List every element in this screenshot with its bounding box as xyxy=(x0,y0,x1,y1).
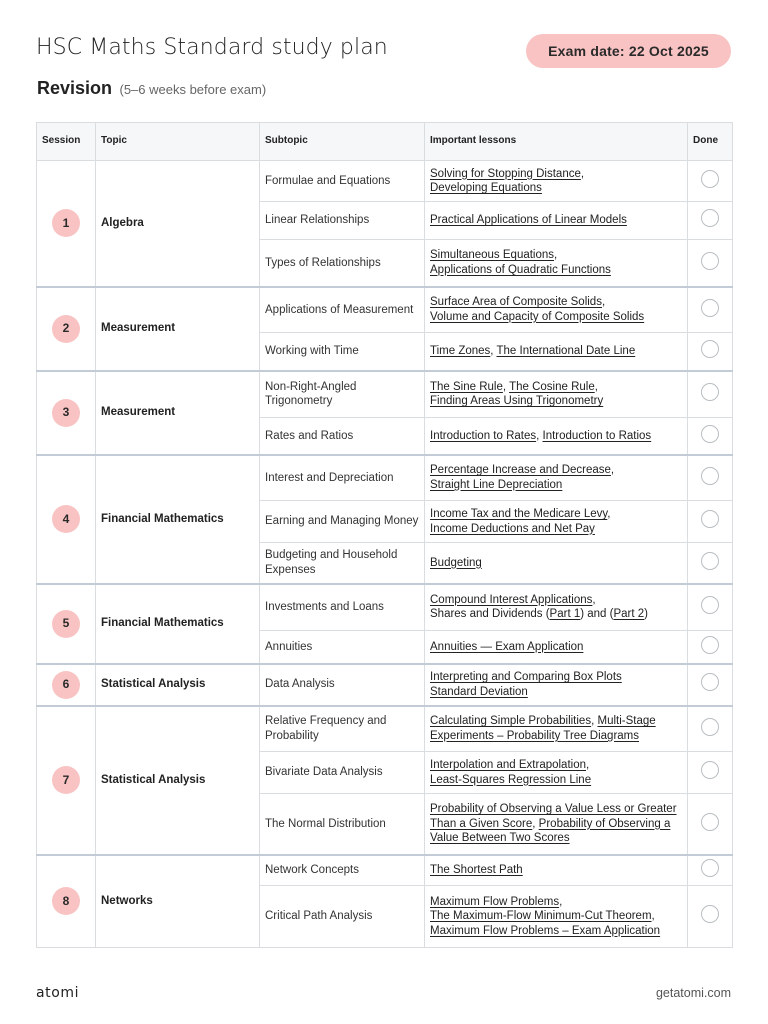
done-checkbox[interactable] xyxy=(701,209,719,227)
done-cell xyxy=(688,287,733,333)
lessons-cell xyxy=(425,886,688,948)
table-row xyxy=(37,287,733,333)
lesson-link[interactable]: Time Zones xyxy=(430,345,491,357)
lesson-link[interactable]: Simultaneous Equations xyxy=(430,249,555,262)
subtopic-cell: Non-Right-Angled Trigonometry xyxy=(260,371,425,418)
lesson-link[interactable]: Multi-Stage Experiments – Probability Tree Diagrams xyxy=(430,715,656,742)
lesson-link[interactable]: The International Date Line xyxy=(496,345,636,357)
lessons-cell xyxy=(425,371,688,418)
subtopic-cell: Linear Relationships xyxy=(260,202,425,240)
topic-cell: Algebra xyxy=(96,161,260,287)
section-title: Revision xyxy=(37,78,113,98)
session-number-badge: 3 xyxy=(52,399,80,427)
subtopic-cell: Applications of Measurement xyxy=(260,287,425,333)
table-body xyxy=(37,161,733,948)
lesson-link[interactable]: The Cosine Rule xyxy=(509,380,595,393)
done-cell xyxy=(688,161,733,202)
lessons-cell xyxy=(425,455,688,501)
lesson-separator: , xyxy=(559,895,563,908)
topic-cell: Financial Mathematics xyxy=(96,455,260,584)
column-header-session: Session xyxy=(37,123,96,161)
done-cell xyxy=(688,240,733,287)
session-cell xyxy=(37,664,96,706)
lesson-link[interactable]: The Sine Rule xyxy=(430,380,503,393)
done-cell xyxy=(688,855,733,886)
section-heading xyxy=(37,78,266,99)
done-cell xyxy=(688,455,733,501)
lesson-separator: , xyxy=(580,167,585,180)
done-checkbox[interactable] xyxy=(701,299,719,317)
lessons-cell xyxy=(425,855,688,886)
subtopic-cell: Bivariate Data Analysis xyxy=(260,752,425,794)
lessons-cell xyxy=(425,664,688,706)
session-number-badge: 4 xyxy=(52,505,80,533)
lesson-separator: , xyxy=(490,345,497,357)
table-row xyxy=(37,584,733,631)
lesson-link[interactable]: Solving for Stopping Distance xyxy=(430,167,581,180)
done-checkbox[interactable] xyxy=(701,552,719,570)
lesson-link[interactable]: Calculating Simple Probabilities xyxy=(430,715,592,728)
table-row xyxy=(37,664,733,706)
footer-url[interactable]: getatomi.com xyxy=(655,986,731,1000)
lesson-separator: , xyxy=(601,296,606,309)
subtopic-cell: Working with Time xyxy=(260,333,425,371)
lesson-separator: , xyxy=(651,910,655,923)
lessons-cell xyxy=(425,584,688,631)
done-checkbox[interactable] xyxy=(701,718,719,736)
session-cell xyxy=(37,455,96,584)
subtopic-cell: Budgeting and Household Expenses xyxy=(260,543,425,584)
done-checkbox[interactable] xyxy=(701,340,719,358)
topic-cell: Networks xyxy=(96,855,260,948)
done-cell xyxy=(688,664,733,706)
lesson-link[interactable]: Part 1 xyxy=(549,608,581,621)
lessons-cell xyxy=(425,706,688,752)
lesson-separator: Shares and Dividends ( xyxy=(430,608,550,621)
lesson-separator: , xyxy=(594,380,598,393)
lesson-separator: , xyxy=(554,249,558,262)
lesson-link[interactable]: The Shortest Path xyxy=(430,864,523,876)
lesson-separator: , xyxy=(532,817,539,830)
lesson-link[interactable]: Practical Applications of Linear Models xyxy=(430,214,627,227)
lessons-cell xyxy=(425,752,688,794)
topic-cell: Financial Mathematics xyxy=(96,584,260,664)
table-header-row xyxy=(37,123,733,161)
column-header-lessons: Important lessons xyxy=(425,123,688,161)
done-cell xyxy=(688,752,733,794)
study-plan-table xyxy=(36,122,733,948)
session-number-badge: 8 xyxy=(52,887,80,915)
lesson-link[interactable]: Probability of Observing a Value Between Two Scores xyxy=(430,817,671,844)
table-row xyxy=(37,706,733,752)
lesson-link[interactable]: Finding Areas Using Trigonometry xyxy=(430,395,604,408)
lessons-cell xyxy=(425,543,688,584)
done-cell xyxy=(688,886,733,948)
lesson-link[interactable]: Budgeting xyxy=(430,556,482,569)
table-row xyxy=(37,371,733,418)
subtopic-cell: The Normal Distribution xyxy=(260,794,425,855)
session-cell xyxy=(37,584,96,664)
lessons-cell xyxy=(425,631,688,664)
lesson-link[interactable]: Part 2 xyxy=(613,608,645,621)
session-number-badge: 7 xyxy=(52,766,80,794)
done-checkbox[interactable] xyxy=(701,673,719,691)
topic-cell: Measurement xyxy=(96,371,260,455)
done-checkbox[interactable] xyxy=(701,510,719,528)
session-cell xyxy=(37,161,96,287)
done-cell xyxy=(688,333,733,371)
lesson-separator: ) and ( xyxy=(580,608,614,621)
done-checkbox[interactable] xyxy=(701,596,719,614)
table-row xyxy=(37,455,733,501)
done-cell xyxy=(688,706,733,752)
lesson-separator: , xyxy=(610,464,615,477)
done-cell xyxy=(688,543,733,584)
lesson-link[interactable]: Maximum Flow Problems xyxy=(430,895,560,908)
session-cell xyxy=(37,706,96,855)
lesson-link[interactable]: Percentage Increase and Decrease xyxy=(430,464,611,477)
lesson-link[interactable]: Least-Squares Regression Line xyxy=(430,773,592,786)
table-row xyxy=(37,855,733,886)
done-checkbox[interactable] xyxy=(701,467,719,485)
done-cell xyxy=(688,584,733,631)
done-cell xyxy=(688,371,733,418)
done-checkbox[interactable] xyxy=(701,905,719,923)
lesson-link[interactable]: Compound Interest Applications xyxy=(430,593,593,606)
session-number-badge: 5 xyxy=(52,610,80,638)
lessons-cell xyxy=(425,794,688,855)
session-number-badge: 6 xyxy=(52,671,80,699)
subtopic-cell: Formulae and Equations xyxy=(260,161,425,202)
lesson-link[interactable]: Maximum Flow Problems – Exam Application xyxy=(430,924,661,937)
lessons-cell xyxy=(425,287,688,333)
lessons-cell xyxy=(425,501,688,543)
subtopic-cell: Interest and Depreciation xyxy=(260,455,425,501)
done-cell xyxy=(688,501,733,543)
subtopic-cell: Earning and Managing Money xyxy=(260,501,425,543)
done-checkbox[interactable] xyxy=(701,761,719,779)
table-row xyxy=(37,161,733,202)
column-header-subtopic: Subtopic xyxy=(260,123,425,161)
lessons-cell xyxy=(425,418,688,455)
page-title: HSC Maths Standard study plan xyxy=(36,35,388,60)
lesson-separator: , xyxy=(592,593,596,606)
column-header-done: Done xyxy=(688,123,733,161)
lesson-link[interactable]: Interpreting and Comparing Box Plots xyxy=(430,671,622,683)
lesson-separator: , xyxy=(536,429,543,442)
subtopic-cell: Annuities xyxy=(260,631,425,664)
done-checkbox[interactable] xyxy=(701,636,719,654)
lesson-separator: ) xyxy=(644,608,649,621)
done-checkbox[interactable] xyxy=(701,383,719,401)
exam-date-badge: Exam date: 22 Oct 2025 xyxy=(526,34,731,68)
lesson-link[interactable]: Applications of Quadratic Functions xyxy=(430,263,611,276)
topic-cell: Statistical Analysis xyxy=(96,706,260,855)
lesson-link[interactable]: Straight Line Depreciation xyxy=(430,478,563,491)
lessons-cell xyxy=(425,240,688,287)
done-checkbox[interactable] xyxy=(701,813,719,831)
done-checkbox[interactable] xyxy=(701,170,719,188)
lesson-link[interactable]: Income Deductions and Net Pay xyxy=(430,522,595,535)
lessons-cell xyxy=(425,161,688,202)
done-checkbox[interactable] xyxy=(701,425,719,443)
lesson-link[interactable]: Interpolation and Extrapolation xyxy=(430,759,586,771)
lesson-link[interactable]: Probability of Observing a Value Less or Greater Than a Given Score xyxy=(430,803,677,830)
session-number-badge: 2 xyxy=(52,315,80,343)
session-cell xyxy=(37,287,96,371)
lesson-link[interactable]: Developing Equations xyxy=(430,182,542,194)
lesson-separator: , xyxy=(591,715,598,728)
lesson-separator: , xyxy=(607,508,611,520)
subtopic-cell: Investments and Loans xyxy=(260,584,425,631)
done-cell xyxy=(688,631,733,664)
session-cell xyxy=(37,855,96,948)
done-cell xyxy=(688,202,733,240)
lesson-link[interactable]: Introduction to Rates xyxy=(430,429,537,442)
done-cell xyxy=(688,418,733,455)
lesson-link[interactable]: Volume and Capacity of Composite Solids xyxy=(430,310,645,323)
lessons-cell xyxy=(425,202,688,240)
lesson-link[interactable]: Introduction to Ratios xyxy=(542,429,652,442)
subtopic-cell: Critical Path Analysis xyxy=(260,886,425,948)
session-cell xyxy=(37,371,96,455)
lesson-link[interactable]: Annuities — Exam Application xyxy=(430,640,584,653)
done-checkbox[interactable] xyxy=(701,859,719,877)
subtopic-cell: Network Concepts xyxy=(260,855,425,886)
topic-cell: Statistical Analysis xyxy=(96,664,260,706)
lesson-link[interactable]: Standard Deviation xyxy=(430,685,528,698)
lesson-link[interactable]: Surface Area of Composite Solids xyxy=(430,296,602,309)
subtopic-cell: Relative Frequency and Probability xyxy=(260,706,425,752)
lessons-cell xyxy=(425,333,688,371)
lesson-separator: , xyxy=(502,380,510,393)
lesson-link[interactable]: The Maximum-Flow Minimum-Cut Theorem xyxy=(430,910,652,923)
column-header-topic: Topic xyxy=(96,123,260,161)
done-cell xyxy=(688,794,733,855)
section-note: (5–6 weeks before exam) xyxy=(119,82,267,97)
subtopic-cell: Data Analysis xyxy=(260,664,425,706)
topic-cell: Measurement xyxy=(96,287,260,371)
lesson-separator: , xyxy=(586,759,590,771)
lesson-link[interactable]: Income Tax and the Medicare Levy xyxy=(430,508,608,520)
subtopic-cell: Types of Relationships xyxy=(260,240,425,287)
atomi-logo: atomi xyxy=(36,985,80,1001)
subtopic-cell: Rates and Ratios xyxy=(260,418,425,455)
done-checkbox[interactable] xyxy=(701,252,719,270)
session-number-badge: 1 xyxy=(52,209,80,237)
